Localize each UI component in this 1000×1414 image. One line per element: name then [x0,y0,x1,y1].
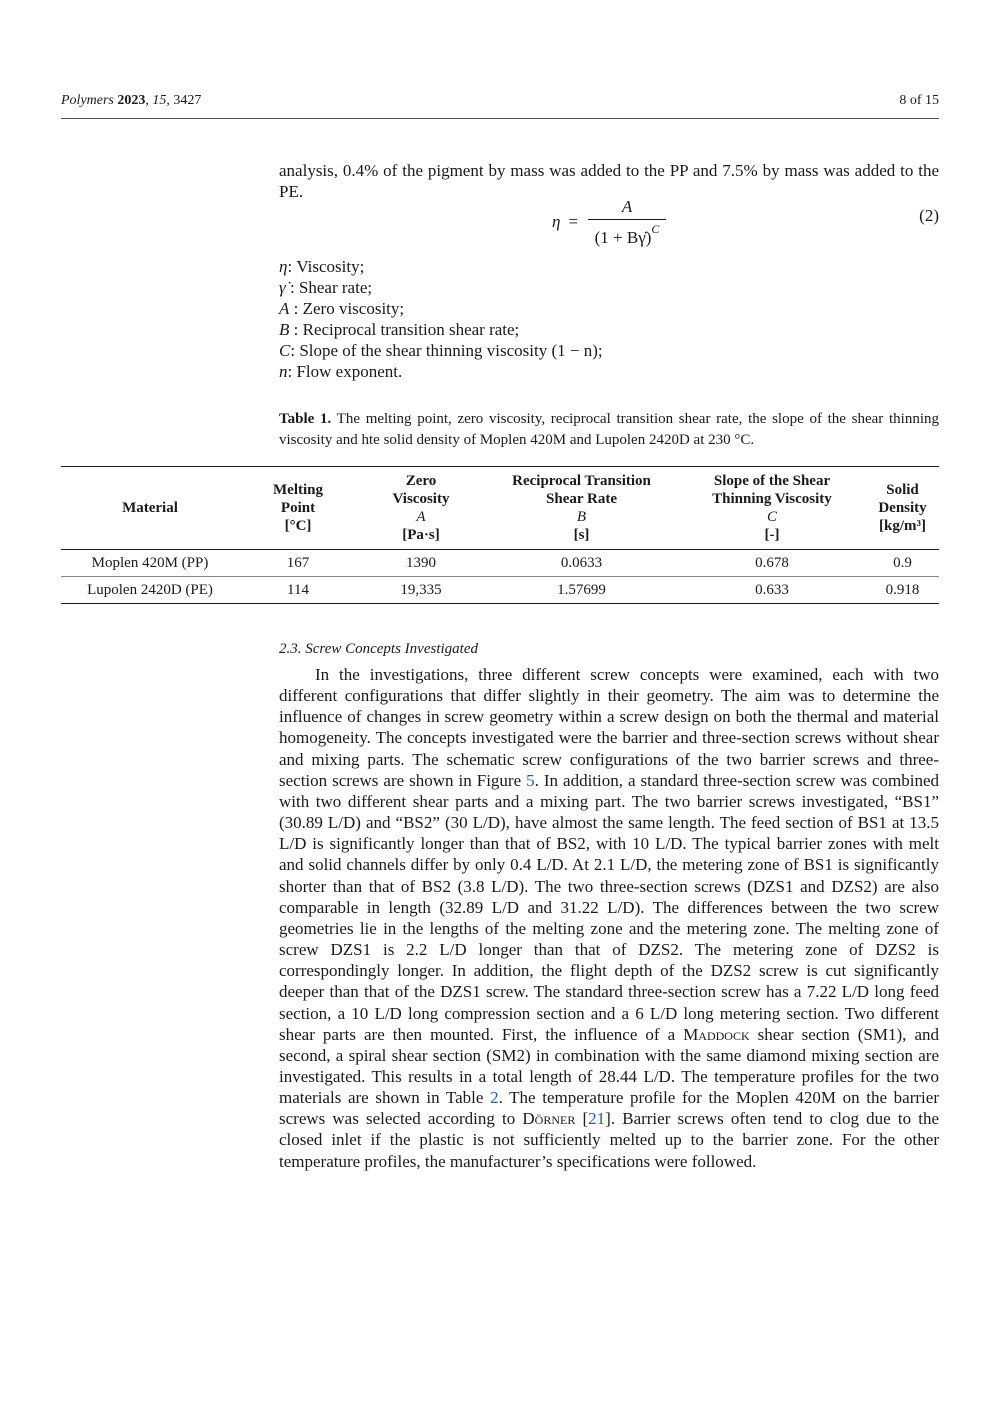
table-row [61,550,939,577]
table-caption [279,409,939,451]
figure-link[interactable]: 5 [526,770,535,790]
definition-item: η: Viscosity; [279,257,365,276]
column-header-material: Material [122,500,178,516]
table-cell: 0.9 [893,555,912,571]
equation-numerator: A [621,196,633,216]
table-link[interactable]: 2 [490,1088,499,1108]
table-row [61,577,939,604]
definition-item: B : Reciprocal transition shear rate; [279,320,520,339]
article-number: 3427 [173,93,202,108]
definition-item: A : Zero viscosity; [279,299,405,318]
column-header-zero-viscosity: Zero Viscosity A [Pa·s] [392,473,450,543]
denominator-base: (1 + Bγ̇) [594,227,652,247]
journal-citation: Polymers 2023, 15, 3427 [61,93,202,108]
symbol-definitions [279,256,939,382]
equation-2 [279,192,939,252]
equation-lhs: η [552,212,561,231]
equation-number: (2) [919,206,939,225]
body-paragraph: In the investigations, three different screw concepts were examined, each with two different configurations that differ slightly in their geometry. The aim was to determine the influence of changes in screw geometry within a screw design on both the thermal and material homogeneity. The concepts investigated were the barrier and three-section screws without shear and mixing parts. The schematic screw configurations of the two barrier screws and three-section screws are shown in Figure 5. In addition, a standard three-section screw was combined with two different shear parts and a mixing part. The two barrier screws investigated, “BS1” (30.89 L/D) and “BS2” (30 L/D), have almost the same length. The feed section of BS1 at 13.5 L/D is significantly longer than that of BS2, with 10 L/D. The typical barrier zones with melt and solid channels differ by only 0.4 L/D. At 2.1 L/D, the metering zone of BS1 is significantly shorter than that of BS2 (3.8 L/D). The two three-section screws (DZS1 and DZS2) are also comparable in length (32.89 L/D and 31.22 L/D). The differences between the two screw geometries lie in the lengths of the melting zone and the metering zone. The melting zone of screw DZS1 is 2.2 L/D longer than that of DZS2. The metering zone of DZS2 is correspondingly longer. In addition, the flight depth of the DZS2 screw is cut significantly deeper than that of the DZS1 screw. The standard three-section screw has a 7.22 L/D long feed section, a 10 L/D long compression section and a 6 L/D long metering section. Two different shear parts are then mounted. First, the influence of a Maddock shear section (SM1), and second, a spiral shear section (SM2) in combination with the same diamond mixing section are investigated. This results in a total length of 28.44 L/D. The temperature profiles for the two materials are shown in Table 2. The temperature profile for the Moplen 420M on the barrier screws was selected according to Dörner [21]. Barrier screws often tend to clog due to the closed inlet if the plastic is not sufficiently melted up to the barrier zone. For the other temperature profiles, the manufacturer’s specifications were followed. [279,665,939,1171]
table-cell: 19,335 [400,582,442,598]
definition-item: γ̇ : Shear rate; [279,278,373,297]
equation-equals: = [568,212,579,231]
table-cell: 1.57699 [557,582,606,598]
author-name-dorner: Dörner [522,1109,576,1129]
intro-paragraph: analysis, 0.4% of the pigment by mass was added to the PP and 7.5% by mass was added to the PE. [279,161,939,201]
definition-item: n: Flow exponent. [279,362,403,381]
data-table [61,466,939,604]
table-cell: Lupolen 2420D (PE) [87,582,213,598]
table-header-row [61,467,939,550]
page-number: 8 of 15 [899,93,939,108]
equation-fraction [588,197,666,248]
column-header-solid-density: Solid Density [kg/m³] [878,482,927,534]
equation-denominator [595,220,660,248]
table-cell: 1390 [406,555,436,571]
table-cell: 0.678 [755,555,789,571]
table-cell: Moplen 420M (PP) [91,555,209,571]
journal-volume: 15 [152,93,167,108]
column-header-transition-shear-rate: Reciprocal Transition Shear Rate B [s] [512,473,651,543]
table-cell: 167 [286,555,310,571]
journal-year: 2023 [117,93,146,108]
table-1 [61,466,939,604]
table-caption-label: Table 1. [279,411,332,427]
author-name-maddock: Maddock [683,1024,750,1044]
column-header-melting-point: Melting Point [°C] [273,482,323,534]
table-cell: 114 [287,582,309,598]
citation-link[interactable]: 21 [588,1109,606,1129]
column-header-slope: Slope of the Shear Thinning Viscosity C [-] [712,473,832,543]
section-heading: 2.3. Screw Concepts Investigated [279,641,478,657]
journal-name: Polymers [61,93,114,108]
running-header [61,92,939,110]
table-cell: 0.633 [755,582,789,598]
definition-item: C: Slope of the shear thinning viscosity (1 − n); [279,341,603,360]
table-caption-text: The melting point, zero viscosity, reciprocal transition shear rate, the slope of the shear thinning viscosity and hte solid density of Moplen 420M and Lupolen 2420D at 230 °C. [279,411,939,448]
table-cell: 0.918 [885,582,920,598]
header-rule [61,118,939,119]
table-cell: 0.0633 [560,555,603,571]
denominator-exponent: C [651,221,660,236]
